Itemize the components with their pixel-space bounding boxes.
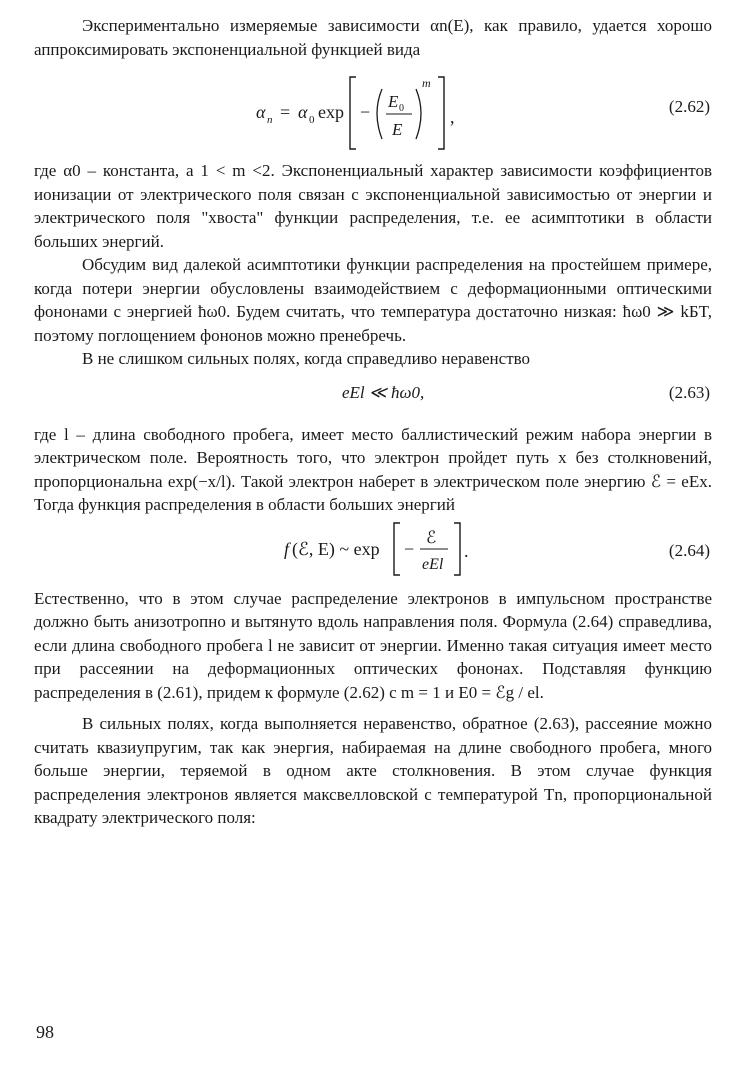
svg-text:−: −: [360, 102, 371, 122]
paragraph-4: В не слишком сильных полях, когда справедливо неравенство: [82, 349, 531, 368]
equation-2-62: [34, 67, 712, 151]
svg-text:0: 0: [399, 103, 404, 114]
svg-text:.: .: [464, 540, 469, 561]
equation-2-62-formula: [34, 67, 712, 151]
equation-2-64-number: (2.64): [668, 540, 710, 560]
svg-text:α: α: [256, 102, 266, 122]
svg-text:E: E: [388, 92, 399, 111]
svg-text:−: −: [404, 538, 415, 559]
svg-text:(ℰ, E) ~ exp: (ℰ, E) ~ exp: [292, 538, 380, 559]
svg-text:0: 0: [309, 114, 315, 126]
svg-text:f: f: [284, 538, 290, 559]
svg-text:ℰ: ℰ: [426, 527, 437, 547]
paragraph-2: где α0 – константа, а 1 < m <2. Экспоненциальный характер зависимости коэффициентов ионизации от электрического поля связан с экспоненциальной зависимостью от энергии и электрического поля "хвоста" функции распределения, т.е. ее асимптотики в области больших энергий.: [34, 161, 712, 251]
svg-text:α: α: [298, 102, 308, 122]
equation-2-63-formula: eEl ≪ ħω0,: [342, 382, 425, 402]
page-number: 98: [36, 1022, 54, 1042]
svg-text:m: m: [422, 76, 431, 90]
svg-text:E: E: [392, 120, 403, 139]
paragraph-7: В сильных полях, когда выполняется неравенство, обратное (2.63), рассеяние можно считать квазиупругим, так как энергия, набираемая на длине свободного пробега, много больше энергии, теряемой в одном акте столкновения. В этом случае функция распределения электронов является максвелловской с температурой Tn, пропорциональной квадрату электрического поля:: [34, 714, 712, 827]
equation-2-62-number: (2.62): [668, 97, 710, 116]
svg-text:=: =: [280, 102, 291, 122]
equation-2-64-formula: [34, 517, 712, 579]
paragraph-3: Обсудим вид далекой асимптотики функции распределения на простейшем примере, когда потери энергии обусловлены взаимодействием с деформационными оптическими фононами с энергией ħω0. Будем считать, что температура достаточно низкая: ħω0 ≫ kБT, поэтому поглощением фононов можно пренебречь.: [34, 255, 712, 345]
svg-text:,: ,: [450, 107, 455, 127]
paragraph-1: Экспериментально измеряемые зависимости αn(E), как правило, удается хорошо аппроксимировать экспоненциальной функцией вида: [34, 16, 712, 59]
page-content: [34, 14, 712, 830]
svg-text:n: n: [267, 114, 273, 126]
equation-2-64: [34, 517, 712, 579]
equation-2-63: [34, 383, 712, 413]
paragraph-5: где l – длина свободного пробега, имеет место баллистический режим набора энергии в электрическом поле. Вероятность того, что электрон пройдет путь x без столкновений, пропорциональна exp(−x/l). Такой электрон наберет в электрическом поле энергию ℰ = eEx. Тогда функция распределения в области больших энергий: [34, 424, 712, 514]
equation-2-63-number: (2.63): [668, 382, 710, 402]
paragraph-6: Естественно, что в этом случае распределение электронов в импульсном пространстве должно быть анизотропно и вытянуто вдоль направления поля. Формула (2.64) справедлива, если длина свободного пробега l не зависит от энергии. Именно такая ситуация имеет место при рассеянии на деформационных оптических фононах. Подставляя функцию распределения в (2.61), придем к формуле (2.62) с m = 1 и E0 = ℰg / el.: [34, 588, 712, 702]
svg-text:eEl: eEl: [422, 555, 444, 573]
svg-text:exp: exp: [318, 102, 344, 122]
